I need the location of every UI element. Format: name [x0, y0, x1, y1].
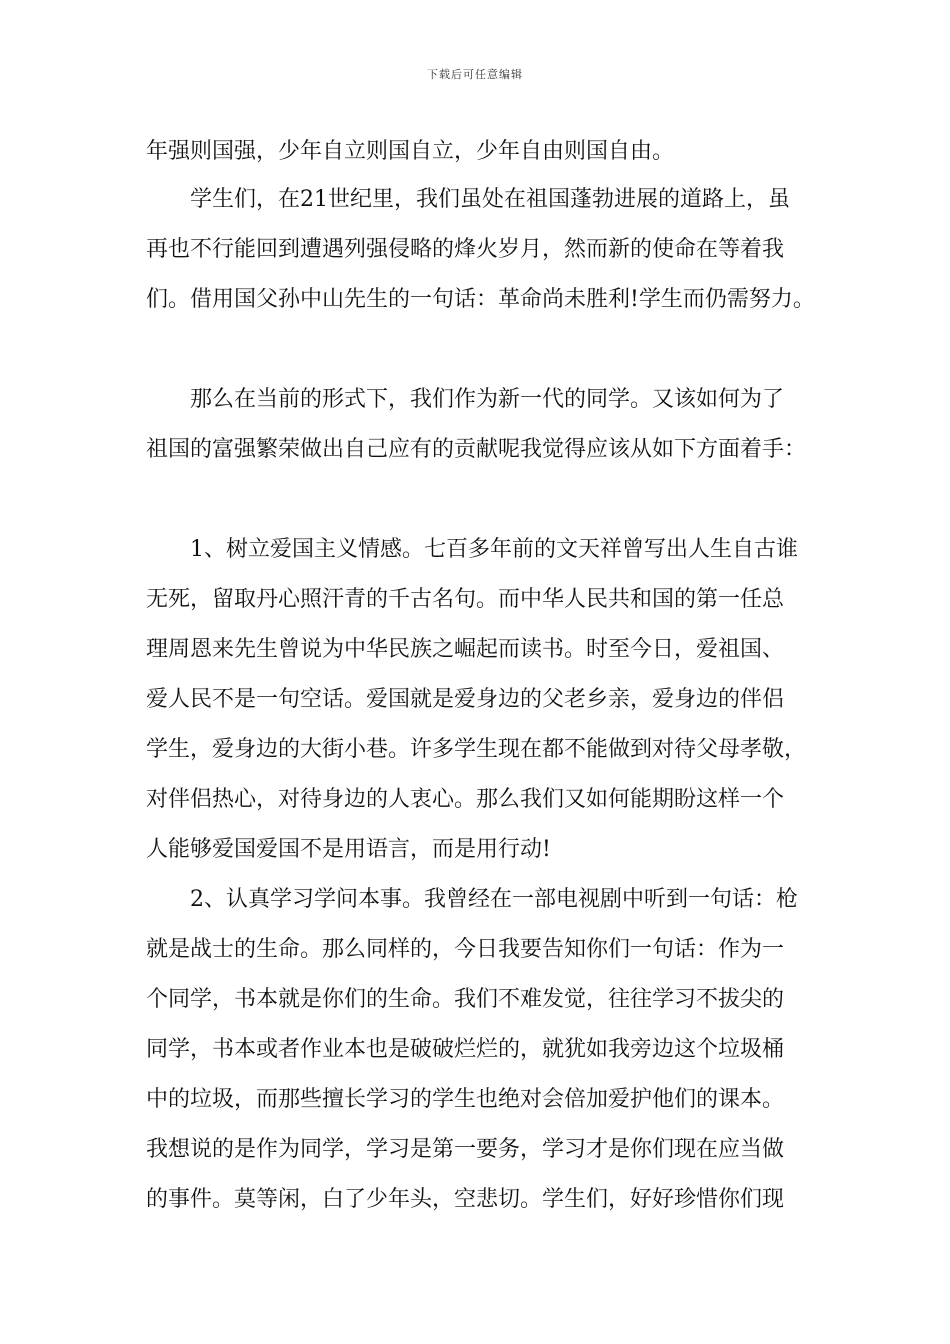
- text-line: 中的垃圾，而那些擅长学习的学生也绝对会倍加爱护他们的课本。: [146, 1087, 785, 1112]
- page-header: 下载后可任意编辑: [427, 68, 523, 81]
- text-line: 的事件。莫等闲，白了少年头，空悲切。学生们，好好珍惜你们现: [146, 1187, 785, 1212]
- text-line: 祖国的富强繁荣做出自己应有的贡献呢我觉得应该从如下方面着手：: [146, 437, 807, 462]
- text-line: 人能够爱国爱国不是用语言，而是用行动!: [146, 837, 551, 862]
- text-line: 那么在当前的形式下，我们作为新一代的同学。又该如何为了: [146, 387, 785, 412]
- text-line: 理周恩来先生曾说为中华民族之崛起而读书。时至今日，爱祖国、: [146, 637, 785, 662]
- text-line: 我想说的是作为同学，学习是第一要务，学习才是你们现在应当做: [146, 1137, 785, 1162]
- text-line: 年强则国强，少年自立则国自立，少年自由则国自由。: [146, 139, 675, 164]
- text-line: 无死，留取丹心照汗青的千古名句。而中华人民共和国的第一任总: [146, 587, 785, 612]
- text-line: 就是战士的生命。那么同样的，今日我要告知你们一句话：作为一: [146, 937, 785, 962]
- text-line: 们。借用国父孙中山先生的一句话：革命尚未胜利!学生而仍需努力。: [146, 287, 815, 312]
- text-line: 对伴侣热心，对待身边的人衷心。那么我们又如何能期盼这样一个: [146, 787, 785, 812]
- text-line: 爱人民不是一句空话。爱国就是爱身边的父老乡亲，爱身边的伴侣: [146, 687, 785, 712]
- text-line: 2、认真学习学问本事。我曾经在一部电视剧中听到一句话：枪: [146, 887, 798, 912]
- text-line: 个同学，书本就是你们的生命。我们不难发觉，往往学习不拔尖的: [146, 987, 785, 1012]
- text-line: 同学，书本或者作业本也是破破烂烂的，就犹如我旁边这个垃圾桶: [146, 1037, 785, 1062]
- text-line: 1、树立爱国主义情感。七百多年前的文天祥曾写出人生自古谁: [146, 537, 798, 562]
- text-line: 再也不行能回到遭遇列强侵略的烽火岁月，然而新的使命在等着我: [146, 237, 785, 262]
- text-line: 学生，爱身边的大街小巷。许多学生现在都不能做到对待父母孝敬，: [146, 737, 807, 762]
- text-line: 学生们，在21世纪里，我们虽处在祖国蓬勃进展的道路上，虽: [146, 187, 790, 212]
